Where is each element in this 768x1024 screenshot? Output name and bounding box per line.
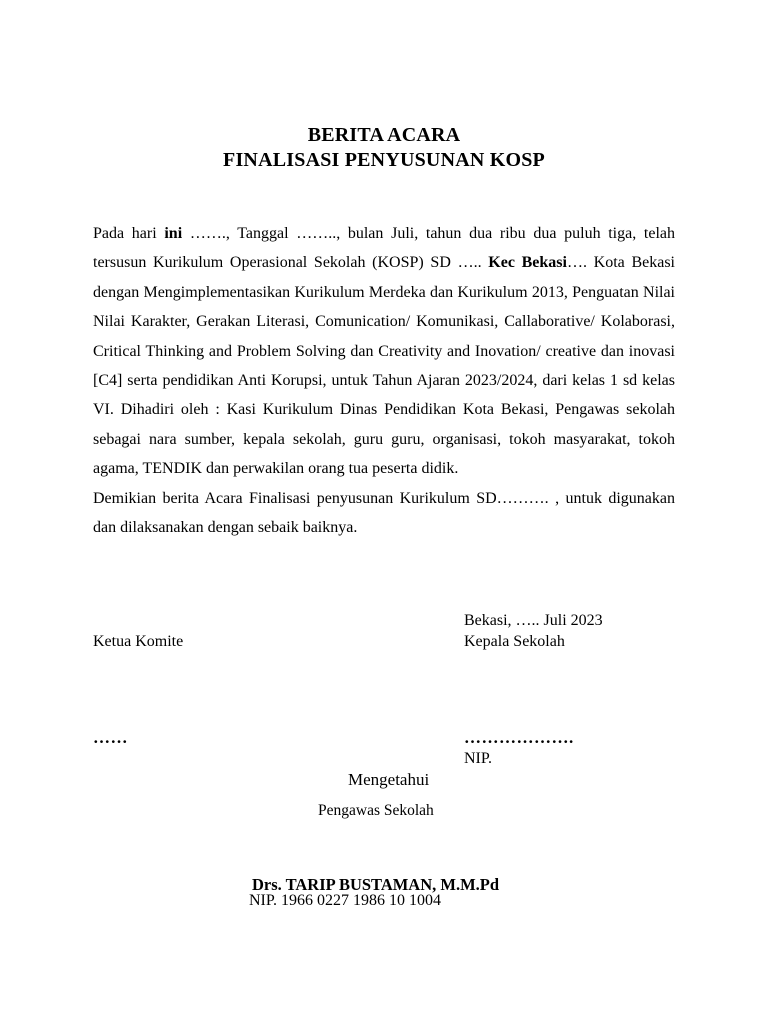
document-title: BERITA ACARA: [307, 124, 461, 146]
left-signatory-role: Ketua Komite: [93, 633, 184, 650]
body-paragraph-2: Demikian berita Acara Finalisasi penyusunan Kurikulum SD………. , untuk digunakan dan dilaksanakan dengan sebaik baiknya.: [93, 489, 675, 537]
body-p1-end: …. Kota Bekasi dengan Mengimplementasikan Kurikulum Merdeka dan Kurikulum 2013, Penguatan Nilai Nilai Karakter, Gerakan Literasi, Comunication/ Komunikasi, Callaborative/ Kolaborasi, Critical Thinking and Problem Solving dan Creativity and Inovation/ creative dan inovasi [C4] serta pendidikan Anti Korupsi, untuk Tahun Ajaran 2023/2024, dari kelas 1 sd kelas VI. Dihadiri oleh : Kasi Kurikulum Dinas Pendidikan Kota Bekasi, Pengawas sekolah sebagai nara sumber, kepala sekolah, guru guru, organisasi, tokoh masyarakat, tokoh agama, TENDIK dan perwakilan orang tua peserta didik.: [93, 254, 675, 478]
body-text: [93, 219, 675, 542]
body-paragraph-1: [93, 219, 675, 484]
acknowledge-label: Mengetahui: [348, 770, 430, 789]
body-p1-ini: ini: [164, 225, 183, 242]
right-signatory-role: Kepala Sekolah: [464, 633, 565, 650]
body-p1-kec: Kec Bekasi: [488, 254, 567, 272]
body-p1-start: Pada hari: [93, 225, 165, 242]
place-date: Bekasi, ….. Juli 2023: [464, 612, 603, 629]
document-subtitle: FINALISASI PENYUSUNAN KOSP: [223, 149, 545, 171]
right-signatory-nip: NIP.: [464, 750, 493, 767]
left-signatory-name: ……: [93, 728, 128, 747]
supervisor-name: Drs. TARIP BUSTAMAN, M.M.Pd: [252, 875, 500, 894]
supervisor-nip: NIP. 1966 0227 1986 10 1004: [249, 892, 442, 909]
right-signatory-name: ……………….: [464, 728, 574, 747]
supervisor-role: Pengawas Sekolah: [318, 802, 434, 819]
body-p1-middle: ……., Tanggal …….., bulan Juli, tahun dua ribu dua puluh tiga, telah tersusun Kurikulum Operasional Sekolah (KOSP) SD …..: [93, 225, 676, 272]
